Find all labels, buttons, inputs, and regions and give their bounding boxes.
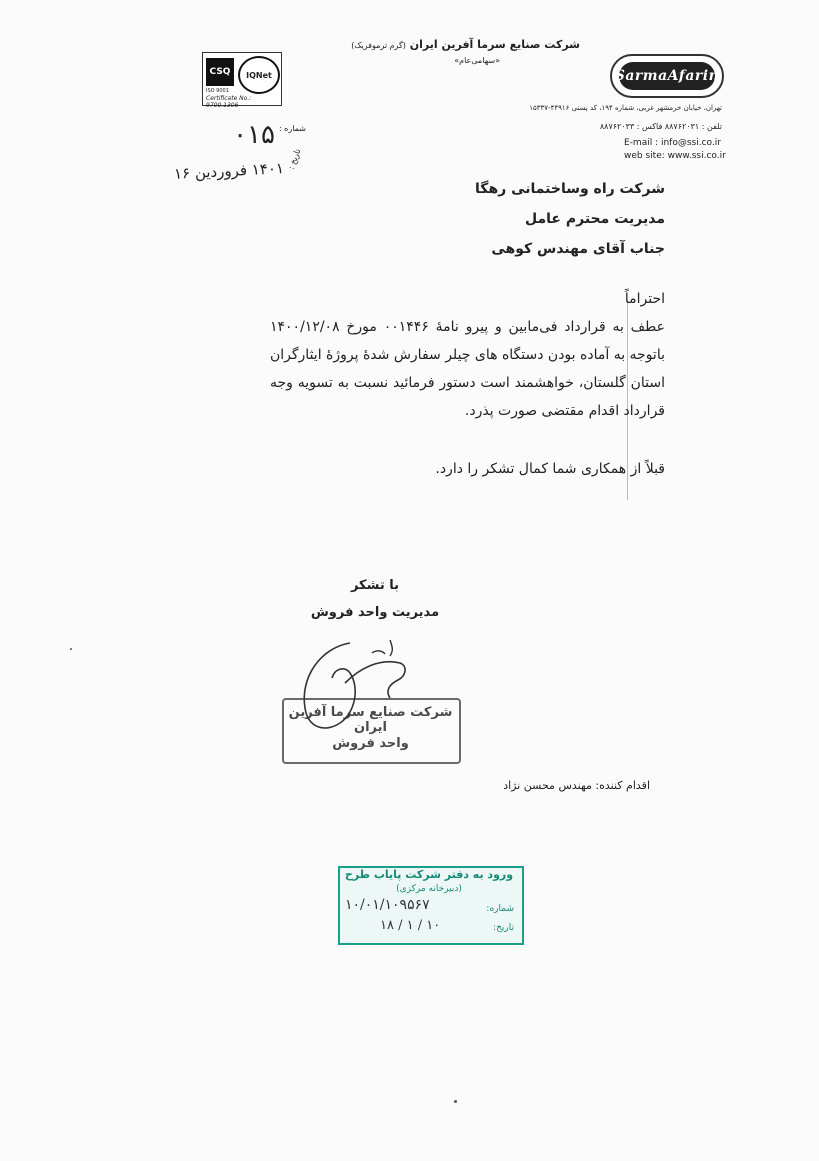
recipient-position: مدیریت محترم عامل	[525, 211, 665, 227]
company-subname: (گرم ترموفریک)	[351, 41, 406, 50]
company-name: شرکت صنایع سرما آفرین ایران	[409, 38, 580, 51]
thanks-line: با تشکر	[350, 578, 400, 593]
letter-number-label: شماره :	[278, 124, 306, 133]
company-email: E-mail : info@ssi.co.ir	[624, 138, 721, 148]
letter-number-value: ۰۱۵	[233, 120, 275, 150]
incoming-number-label: شماره:	[486, 904, 514, 914]
incoming-date-value: ۱۸ / ۱ / ۱۰	[380, 918, 441, 933]
company-website: web site: www.ssi.co.ir	[624, 151, 726, 161]
handwritten-signature	[290, 628, 420, 738]
closing-line: قبلاً از همکاری شما کمال تشکر را دارد.	[435, 461, 665, 477]
company-title	[300, 38, 580, 51]
incoming-stamp-title: ورود به دفتر شرکت پایاب طرح	[344, 868, 514, 881]
incoming-number-value: ۱۰/۰۱/۱۰۹۵۶۷	[345, 897, 430, 913]
action-by: اقدام کننده: مهندس محسن نژاد	[503, 779, 650, 792]
csq-logo: CSQ	[206, 58, 234, 86]
scan-speck	[70, 648, 72, 650]
company-type: «سهامی‌عام»	[454, 56, 500, 65]
signature-department: مدیریت واحد فروش	[310, 605, 440, 620]
company-logo-text: SarmaAfarin	[619, 62, 715, 90]
company-address: تهران، خیابان خرمشهر غربی، شماره ۱۹۴، کد پستی ۴۴۹۱۶-۱۵۳۳۷	[529, 104, 722, 112]
stamp-company-name: شرکت صنایع سرما آفرین ایران	[288, 705, 453, 735]
recipient-company: شرکت راه وساختمانی رهگا	[475, 181, 665, 197]
stamp-department: واحد فروش	[332, 736, 409, 751]
iqnet-logo: IQNet	[238, 56, 280, 94]
company-logo	[610, 54, 724, 98]
recipient-name: جناب آقای مهندس کوهی	[491, 241, 665, 257]
body-paragraph: عطف به قرارداد فی‌مابین و پیرو نامهٔ ۰۰۱۴۴۶ مورخ ۱۴۰۰/۱۲/۰۸ باتوجه به آماده بودن دستگاه های چیلر سفارش شدهٔ پروژهٔ ایثارگران استان گلستان، خواهشمند است دستور فرمائید نسبت به تسویه وجه قرارداد اقدام مقتضی صورت پذرد.	[269, 319, 665, 419]
incoming-date-label: تاریخ:	[493, 923, 514, 933]
scan-speck	[454, 1100, 457, 1103]
salutation: احتراماً	[624, 291, 665, 307]
certificate-number: Certificate No.: 9700.1306	[206, 95, 252, 109]
iso-label: ISO 9001	[206, 88, 229, 94]
letter-date-value: ۱۴۰۱ فروردین ۱۶	[173, 159, 285, 183]
incoming-stamp-subtitle: (دبیرخانه مرکزی)	[396, 884, 462, 894]
letter-date-label: تاریخ :	[286, 147, 303, 171]
company-tel-fax: تلفن : ۸۸۷۶۲۰۳۱ فاکس : ۸۸۷۶۲۰۳۳	[599, 122, 722, 131]
